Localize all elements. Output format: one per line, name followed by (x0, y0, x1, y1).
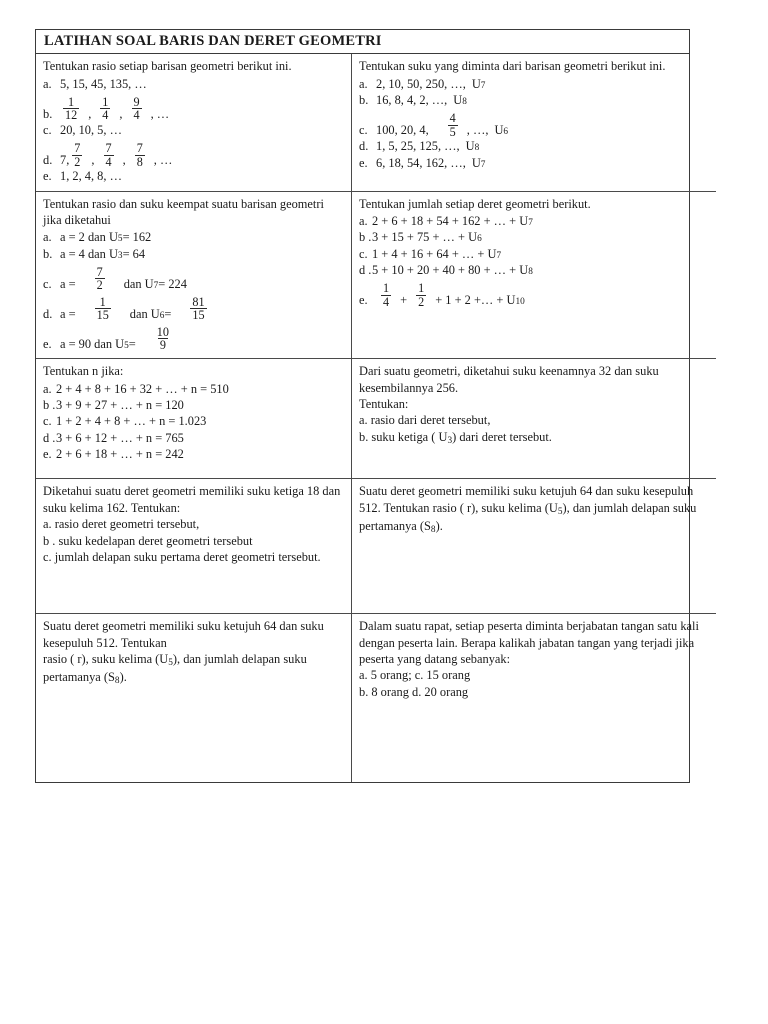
item-text: 5 + 10 + 20 + 40 + 80 + … + U (372, 263, 529, 278)
item-text: 3 + 6 + 12 + … + n = 765 (56, 430, 184, 445)
term-subscript: 5 (124, 340, 129, 351)
fraction-denominator: 4 (133, 108, 140, 123)
item-tail: , … (153, 152, 173, 167)
table-row (36, 191, 716, 359)
cell-r2c2 (352, 191, 717, 359)
separator: , (91, 152, 95, 167)
item-mid: dan U (123, 276, 154, 291)
item-text: a = 4 dan U (60, 246, 118, 261)
equals: = (164, 306, 172, 321)
table-row (36, 54, 716, 191)
term-subscript: 3 (117, 250, 123, 261)
table-row (36, 359, 716, 479)
fraction-numerator: 1 (418, 281, 425, 296)
list-item (359, 279, 710, 309)
item-text: 20, 10, 5, … (60, 122, 122, 137)
term-symbol: U (494, 122, 504, 137)
equals: = (128, 336, 136, 351)
item-label: c. (43, 122, 52, 137)
fraction (381, 282, 391, 308)
list-item (359, 155, 710, 171)
term-subscript: 5 (117, 234, 123, 245)
problem-grid (36, 54, 716, 781)
item-label: a. (43, 76, 52, 91)
item-label: d . (43, 430, 56, 445)
item-tail: = 64 (122, 246, 146, 261)
list-item (43, 92, 345, 122)
fraction (72, 142, 82, 168)
term-subscript: 8 (474, 143, 480, 154)
question-option (359, 429, 710, 447)
fraction-numerator: 10 (156, 324, 169, 339)
cell-r3c2 (352, 359, 717, 479)
spacer (359, 447, 710, 457)
list-item (359, 262, 710, 278)
term-subscript: 8 (430, 525, 436, 536)
list-item (43, 430, 345, 446)
list-item (359, 92, 710, 108)
item-label: b . (43, 397, 56, 412)
term-subscript: 8 (528, 267, 533, 278)
list-item (359, 246, 710, 262)
fraction-numerator: 7 (136, 140, 143, 155)
item-text: 1, 2, 4, 8, … (60, 169, 122, 184)
item-label: b. (43, 246, 53, 261)
question-text-post: ). (119, 670, 127, 685)
option-text-post: ) dari deret tersebut. (452, 429, 552, 444)
term-symbol: U (471, 76, 481, 91)
term-symbol: U (453, 92, 463, 107)
item-label: c. (359, 122, 368, 137)
worksheet-title: LATIHAN SOAL BARIS DAN DERET GEOMETRI (36, 30, 689, 54)
item-label: d. (43, 306, 53, 321)
term-subscript: 8 (462, 96, 467, 107)
list-item (43, 168, 345, 184)
item-text: 2 + 6 + 18 + … + n = 242 (56, 447, 184, 461)
question-text-pre: Suatu deret geometri memiliki suku ketujuh 64 dan suku kesepuluh 512. Tentukan rasio ( r), suku kelima (U (359, 484, 694, 515)
item-text: a = 90 dan U (60, 336, 125, 351)
cell-r2c1 (36, 191, 352, 359)
term-subscript: 8 (114, 676, 120, 687)
fraction (190, 296, 206, 322)
fraction (95, 266, 105, 292)
item-tail: + 1 + 2 +… + U (435, 293, 516, 308)
term-subscript: 7 (480, 80, 486, 91)
fraction (104, 142, 114, 168)
item-label: b . (359, 230, 372, 245)
item-label: a. (43, 381, 52, 396)
item-text: 3 + 15 + 75 + … + U (372, 230, 478, 245)
item-label: d. (359, 139, 369, 154)
fraction-denominator: 9 (159, 338, 166, 353)
list-item (359, 213, 710, 229)
fraction (100, 96, 110, 122)
term-subscript: 5 (557, 506, 563, 517)
item-text: a = 2 dan U (60, 230, 118, 245)
fraction-denominator: 4 (105, 154, 112, 169)
cell-r1c1 (36, 54, 352, 191)
item-text: 1 + 4 + 16 + 64 + … + U (372, 246, 497, 261)
item-text: 1, 5, 25, 125, …, (376, 139, 460, 154)
item-mid: dan U (129, 306, 160, 321)
item-label: c. (43, 276, 52, 291)
question-option: a. 5 orang; c. 15 orang (359, 668, 471, 683)
list-item (359, 76, 710, 92)
fraction-denominator: 2 (74, 154, 81, 169)
item-text: 16, 8, 4, 2, …, (376, 92, 448, 107)
fraction-numerator: 7 (105, 140, 112, 155)
fraction (416, 282, 426, 308)
fraction (448, 112, 458, 138)
item-label: c. (359, 246, 368, 261)
prompt-text: Tentukan rasio setiap barisan geometri berikut ini. (43, 59, 292, 74)
question-option: b. 8 orang d. 20 orang (359, 684, 469, 699)
term-subscript: 7 (496, 250, 502, 261)
spacer (43, 565, 345, 607)
fraction-denominator: 12 (65, 108, 78, 123)
prompt-text: Tentukan n jika: (43, 364, 124, 379)
list-item (43, 229, 345, 245)
fraction-numerator: 81 (192, 294, 205, 309)
list-item (43, 381, 345, 397)
term-subscript: 6 (159, 310, 165, 321)
question-text-mid: ), dan jumlah delapan suku pertamanya (S (359, 500, 697, 534)
fraction-denominator: 4 (383, 294, 390, 309)
fraction-numerator: 1 (383, 281, 390, 296)
fraction-numerator: 1 (68, 94, 75, 109)
list-item (43, 413, 345, 429)
item-label: e. (359, 155, 368, 170)
item-label: a. (359, 214, 368, 228)
fraction-denominator: 2 (418, 294, 425, 309)
question-text-pre: rasio ( r), suku kelima (U (43, 652, 169, 666)
term-symbol: U (471, 155, 481, 170)
term-subscript: 7 (480, 159, 486, 170)
list-item (43, 397, 345, 413)
list-item (43, 322, 345, 352)
cell-r4c1 (36, 479, 352, 614)
item-text: 7, (60, 152, 70, 167)
term-symbol: U (465, 139, 475, 154)
cell-r5c1 (36, 614, 352, 782)
term-subscript: 10 (515, 297, 525, 308)
list-item (359, 138, 710, 154)
term-subscript: 7 (153, 280, 159, 291)
item-text: 5, 15, 45, 135, … (60, 76, 147, 91)
fraction-numerator: 7 (96, 264, 103, 279)
item-tail: = 162 (122, 230, 152, 245)
term-subscript: 6 (477, 234, 482, 245)
fraction (95, 296, 111, 322)
fraction (132, 96, 142, 122)
question-option: c. jumlah delapan suku pertama deret geometri tersebut. (43, 549, 321, 564)
item-label: b. (43, 106, 53, 121)
separator: , (88, 106, 92, 121)
list-item (43, 262, 345, 292)
item-text: 1 + 2 + 4 + 8 + … + n = 1.023 (56, 414, 207, 429)
worksheet-table (35, 29, 699, 783)
question-text-post: ). (435, 519, 443, 534)
cell-r3c1 (36, 359, 352, 479)
separator: , (122, 152, 126, 167)
term-subscript: 5 (168, 658, 173, 669)
spacer (43, 462, 345, 472)
separator: , (119, 106, 123, 121)
fraction-numerator: 7 (74, 140, 81, 155)
question-option: a. rasio deret geometri tersebut, (43, 517, 200, 532)
cell-r1c2 (352, 54, 717, 191)
spacer (43, 688, 345, 776)
cell-r4c2 (352, 479, 717, 614)
question-text (359, 483, 710, 536)
item-text: 2 + 6 + 18 + 54 + 162 + … + U (372, 214, 529, 228)
item-text: 6, 18, 54, 162, …, (376, 155, 466, 170)
option-text-pre: b. suku ketiga ( U (359, 429, 448, 444)
item-tail: , … (150, 106, 170, 121)
item-label: d . (359, 263, 372, 278)
fraction-numerator: 4 (449, 110, 456, 125)
question-option: a. rasio dari deret tersebut, (359, 413, 491, 428)
question-text: Dalam suatu rapat, setiap peserta diminta berjabatan tangan satu kali dengan peserta lain. Berapa kalikah jabatan tangan yang terjadi jika peserta yang datang sebanyak: (359, 619, 699, 666)
fraction (155, 326, 171, 352)
item-label: a. (359, 76, 368, 91)
list-item (359, 229, 710, 245)
fraction-denominator: 5 (449, 124, 456, 139)
fraction-denominator: 2 (96, 278, 103, 293)
term-subscript: 6 (503, 126, 509, 137)
item-label: e. (43, 447, 52, 461)
list-item (43, 76, 345, 92)
item-tail: = 224 (158, 276, 187, 291)
list-item (43, 138, 345, 168)
cell-r5c2 (352, 614, 717, 782)
item-label: e. (359, 293, 368, 308)
prompt-text: Tentukan rasio dan suku keempat suatu barisan geometri jika diketahui (43, 196, 324, 227)
fraction-denominator: 4 (102, 108, 109, 123)
fraction-numerator: 1 (99, 294, 106, 309)
item-text: 100, 20, 4, (376, 122, 429, 137)
term-subscript: 3 (447, 435, 453, 446)
prompt-text: Tentukan suku yang diminta dari barisan geometri berikut ini. (359, 59, 666, 74)
table-row (36, 479, 716, 614)
question-text-mid: ), dan jumlah delapan suku pertamanya (S (43, 652, 307, 685)
list-item (43, 292, 345, 322)
list-item (43, 446, 345, 462)
list-item (359, 108, 710, 138)
fraction-denominator: 15 (192, 308, 205, 323)
item-text: 2, 10, 50, 250, …, (376, 76, 466, 91)
prompt-text: Tentukan jumlah setiap deret geometri berikut. (359, 196, 591, 211)
item-text: 2 + 4 + 8 + 16 + 32 + … + n = 510 (56, 381, 229, 396)
table-row (36, 614, 716, 782)
item-mid: , …, (466, 122, 489, 137)
fraction-numerator: 9 (133, 94, 140, 109)
fraction-denominator: 15 (96, 308, 109, 323)
item-label: d. (43, 152, 53, 167)
fraction-denominator: 8 (136, 154, 143, 169)
question-text: Suatu deret geometri memiliki suku ketujuh 64 dan suku kesepuluh 512. Tentukan (43, 619, 324, 650)
item-text: a = (60, 306, 76, 321)
item-label: e. (43, 336, 52, 351)
fraction (135, 142, 145, 168)
question-text: Dari suatu geometri, diketahui suku keenamnya 32 dan suku kesembilannya 256. (359, 364, 659, 395)
fraction (63, 96, 79, 122)
list-item (43, 246, 345, 262)
item-text: a = (60, 276, 76, 291)
fraction-numerator: 1 (102, 94, 109, 109)
item-label: c. (43, 414, 52, 429)
item-label: a. (43, 230, 52, 245)
question-text: Tentukan: (359, 396, 409, 411)
item-label: b. (359, 92, 369, 107)
list-item (43, 122, 345, 138)
item-label: e. (43, 169, 52, 184)
item-text: 3 + 9 + 27 + … + n = 120 (56, 397, 184, 412)
operator: + (400, 293, 408, 308)
question-text: Diketahui suatu deret geometri memiliki suku ketiga 18 dan suku kelima 162. Tentukan: (43, 484, 341, 515)
question-option: b . suku kedelapan deret geometri tersebut (43, 533, 253, 548)
term-subscript: 7 (528, 218, 533, 228)
question-text (43, 651, 345, 688)
